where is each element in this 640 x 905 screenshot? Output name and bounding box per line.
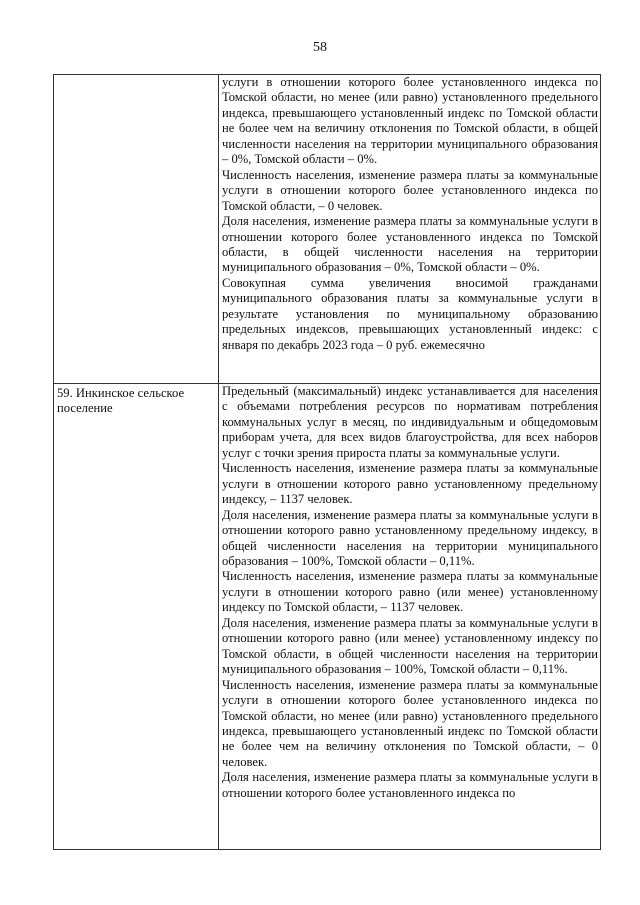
- indicator-paragraph: Численность населения, изменение размера платы за коммунальные услуги в отношении которого равно (или менее) установленному индексу по Томской области, – 1137 человек.: [222, 569, 598, 615]
- indicator-paragraph: Предельный (максимальный) индекс устанавливается для населения с объемами потребления ресурсов по нормативам потребления коммунальных услуг в месяц, по индивидуальным и общедомовым приборам учета, для всех видов благоустройства, для всех наборов услуг с точки зрения прироста платы за коммунальные услуги.: [222, 384, 598, 460]
- indicator-paragraph: Численность населения, изменение размера платы за коммунальные услуги в отношении которого более установленного индекса по Томской области, – 0 человек.: [222, 167, 598, 213]
- table-row: [54, 75, 601, 384]
- indicator-paragraph: Доля населения, изменение размера платы за коммунальные услуги в отношении которого равно (или менее) установленному индексу по Томской области, в общей численности населения на территории муниципального образования – 100%, Томской области – 0,11%.: [222, 615, 598, 677]
- indicator-paragraph: Численность населения, изменение размера платы за коммунальные услуги в отношении которого равно установленному предельному индексу, – 1137 человек.: [222, 461, 598, 507]
- indicators-cell: [219, 75, 601, 384]
- municipality-cell: [54, 75, 219, 384]
- indicator-paragraph: услуги в отношении которого более установленного индекса по Томской области, но менее (или равно) установленного предельного индекса, превышающего установленный индекс по Томской области не более чем на величину отклонения по Томской области, в общей численности населения на территории муниципального образования – 0%, Томской области – 0%.: [222, 75, 598, 167]
- indicator-paragraph: Доля населения, изменение размера платы за коммунальные услуги в отношении которого равно установленному предельному индексу, в общей численности населения на территории муниципального образования – 100%, Томской области – 0,11%.: [222, 507, 598, 568]
- municipality-name: [54, 75, 218, 77]
- indicator-paragraph: Численность населения, изменение размера платы за коммунальные услуги в отношении которого более установленного индекса по Томской области, но менее (или равно) установленного предельного индекса, превышающего установленный индекс по Томской области не более чем на величину отклонения по Томской области, – 0 человек.: [222, 677, 598, 769]
- indicator-paragraph: Доля населения, изменение размера платы за коммунальные услуги в отношении которого более установленного индекса по: [222, 770, 598, 800]
- municipalities-table: [53, 74, 601, 850]
- indicators-cell: [219, 384, 601, 850]
- municipality-name: 59. Инкинское сельское поселение: [57, 386, 185, 416]
- table-row: [54, 384, 601, 850]
- page-number: 58: [313, 40, 327, 55]
- indicator-paragraph: Доля населения, изменение размера платы за коммунальные услуги в отношении которого более установленного индекса по Томской области, в общей численности населения на территории муниципального образования – 0%, Томской области – 0%.: [222, 214, 598, 275]
- indicator-paragraph: Совокупная сумма увеличения вносимой гражданами муниципального образования платы за коммунальные услуги в результате установления по муниципальному образованию предельных индексов, превышающих установленный индекс: с января по декабрь 2023 года – 0 руб. ежемесячно: [222, 275, 598, 352]
- municipality-cell: [54, 384, 219, 850]
